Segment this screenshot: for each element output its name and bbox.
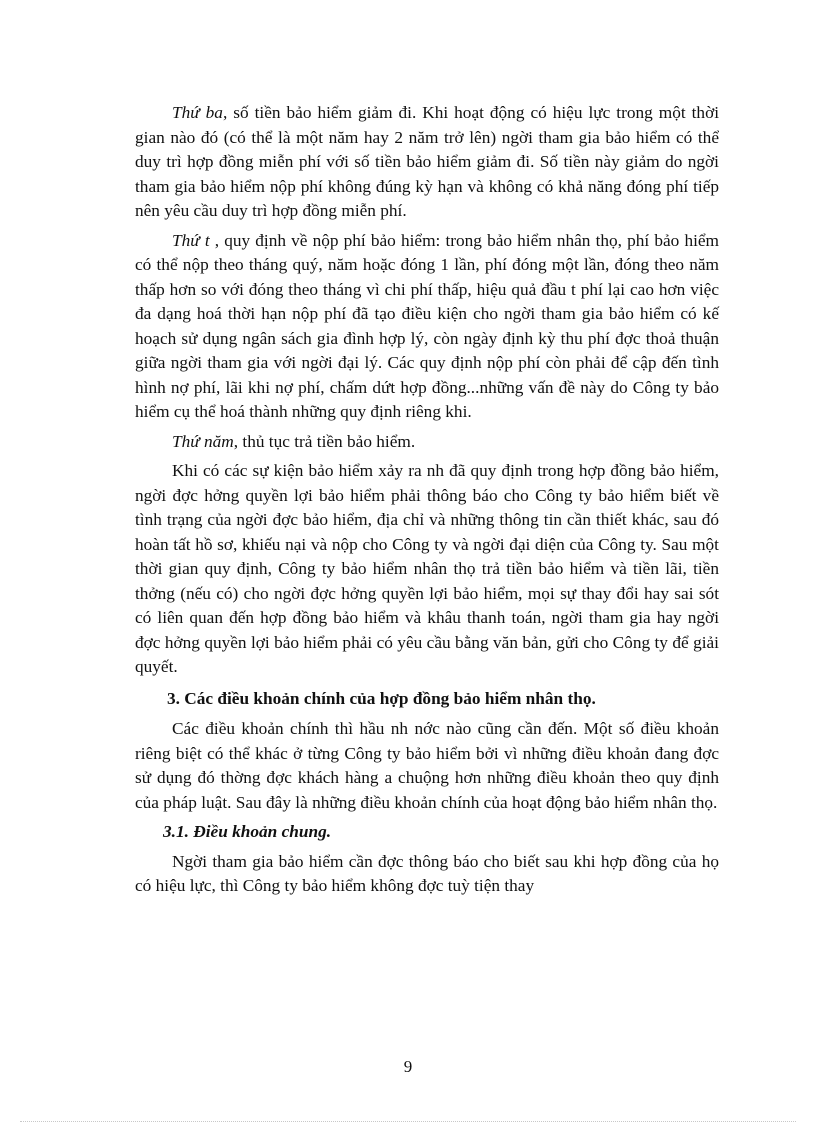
paragraph-text: , quy định về nộp phí bảo hiểm: trong bảo hiểm nhân thọ, phí bảo hiểm có thể nộp theo tháng quý, năm hoặc đóng 1 lần, phí đóng một lần, đóng theo năm thấp hơn so với đóng theo tháng vì chi phí thấp, hiệu quả đầu t phí lại cao hơn việc đa dạng hoá thời hạn nộp phí đã tạo điều kiện cho ngời tham gia bảo hiểm có kế hoạch sử dụng ngân sách gia đình hợp lý, còn ngày định kỳ thu phí đợc thoả thuận giữa ngời tham gia với ngời đại lý. Các quy định nộp phí còn phải để cập đến tình hình nợ phí, lãi khi nợ phí, chấm dứt hợp đồng...những vấn đề này do Công ty bảo hiểm cụ thể hoá thành những quy định riêng khi. bbox=[135, 230, 719, 421]
subsection-heading: 3.1. Điều khoản chung. bbox=[163, 822, 332, 841]
page-body bbox=[135, 101, 719, 899]
section-paragraph: Các điều khoản chính thì hầu nh nớc nào cũng cần đến. Một số điều khoản riêng biệt có thể khác ở từng Công ty bảo hiểm bởi vì những điều khoản đang đợc sử dụng đó thờng đợc khách hàng a chuộng hơn những điều khoản theo quy định của pháp luật. Sau đây là những điều khoản chính của hoạt động bảo hiểm nhân thọ. bbox=[135, 719, 719, 812]
paragraph-text: , thủ tục trả tiền bảo hiểm. bbox=[233, 431, 416, 451]
paragraph-thu-ba bbox=[135, 101, 719, 224]
paragraph-thu-tu bbox=[135, 229, 719, 425]
page-number: 9 bbox=[403, 1057, 413, 1076]
paragraph-lead: Thứ năm bbox=[172, 431, 234, 451]
paragraph-text: Khi có các sự kiện bảo hiểm xảy ra nh đã quy định trong hợp đồng bảo hiểm, ngời đợc hởng quyền lợi bảo hiểm phải thông báo cho Công ty bảo hiểm biết về tình trạng của ngời đợc bảo hiểm, địa chỉ và những thông tin cần thiết khác, sau đó hoàn tất hồ sơ, khiếu nại và nộp cho Công ty và ngời đại diện của Công ty. Sau một thời gian quy định, Công ty bảo hiểm nhân thọ trả tiền bảo hiểm và tiền lãi, tiền thởng (nếu có) cho ngời đợc hởng quyền lợi bảo hiểm, mọi sự thay đổi hay sai sót có liên quan đến hợp đồng bảo hiểm và khâu thanh toán, ngời tham gia hay ngời đợc hởng quyền lợi bảo hiểm phải có yêu cầu bằng văn bản, gửi cho Công ty để giải quyết. bbox=[135, 461, 719, 676]
paragraph-lead: Thứ t bbox=[172, 230, 210, 250]
footer-divider bbox=[20, 1121, 796, 1122]
subsection-paragraph: Ngời tham gia bảo hiểm cần đợc thông báo cho biết sau khi hợp đồng của họ có hiệu lực, thì Công ty bảo hiểm không đợc tuỳ tiện thay bbox=[135, 851, 719, 895]
paragraph-lead: Thứ ba bbox=[172, 103, 223, 122]
section-heading: 3. Các điều khoản chính của hợp đồng bảo hiểm nhân thọ. bbox=[167, 688, 596, 708]
paragraph-thu-nam bbox=[135, 430, 719, 455]
paragraph-text: , số tiền bảo hiểm giảm đi. Khi hoạt động có hiệu lực trong một thời gian nào đó (có thể là một năm hay 2 năm trở lên) ngời tham gia bảo hiểm có thể duy trì hợp đồng miễn phí với số tiền bảo hiểm giảm đi. Số tiền này giảm do ngời tham gia bảo hiểm nộp phí không đúng kỳ hạn và không có khả năng đóng phí tiếp nên yêu cầu duy trì hợp đồng miễn phí. bbox=[135, 103, 720, 220]
paragraph-claims-procedure bbox=[135, 459, 719, 680]
